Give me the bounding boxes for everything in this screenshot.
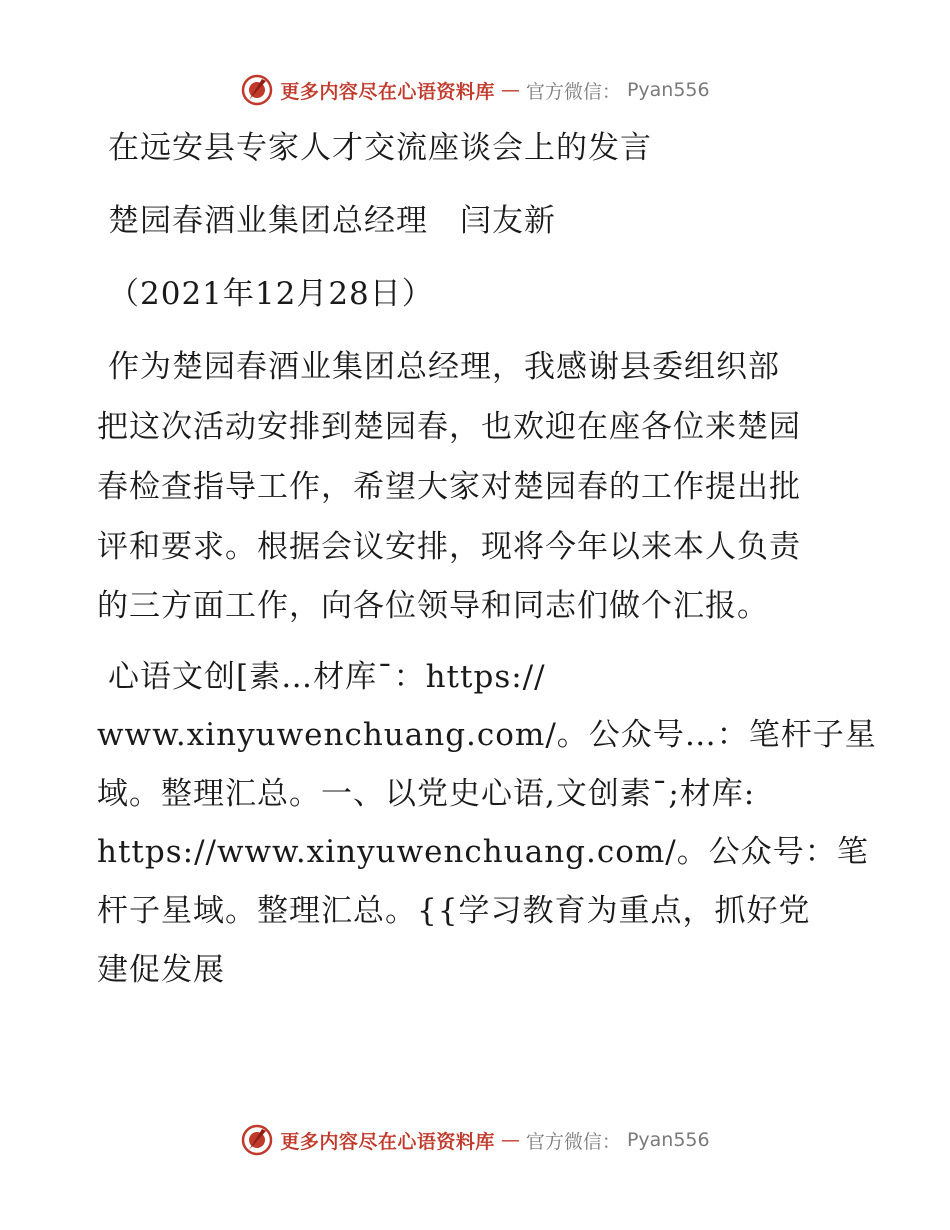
paragraph-line: 作为楚园春酒业集团总经理，我感谢县委组织部 [108,349,780,385]
header-watermark-banner [0,70,950,110]
footer-watermark-banner [0,1120,950,1160]
banner-wechat-id: Pyan556 [626,1129,710,1151]
banner-dash: — [500,79,520,101]
banner-dash: — [500,1129,520,1151]
paragraph-line: https://www.xinyuwenchuang.com/。公众号：笔 [97,834,869,870]
paragraph-line: 域。整理汇总。一、以党史心语,文创素¯;材库: [97,776,756,812]
paragraph-line: 把这次活动安排到楚园春，也欢迎在座各位来楚园 [97,409,801,445]
banner-wechat-label: 官方微信： [525,80,621,103]
banner-wechat-label: 官方微信： [525,1130,621,1153]
paragraph-line: www.xinyuwenchuang.com/。公众号…：笔杆子星 [97,717,877,753]
quill-logo-icon [240,73,274,107]
paragraph-line: 杆子星域。整理汇总。{{学习教育为重点，抓好党 [97,893,811,929]
paragraph-line: 心语文创[素…材库¯：https:// [108,659,546,695]
paragraph-line: 的三方面工作，向各位领导和同志们做个汇报。 [97,588,769,624]
speaker-line: 楚园春酒业集团总经理 闫友新 [108,203,556,239]
quill-logo-icon [240,1123,274,1157]
document-title: 在远安县专家人才交流座谈会上的发言 [108,130,652,166]
paragraph-line: 评和要求。根据会议安排，现将今年以来本人负责 [97,529,801,565]
banner-wechat-id: Pyan556 [626,79,710,101]
banner-main-text: 更多内容尽在心语资料库 [280,1130,495,1153]
date-line: （2021年12月28日） [108,276,434,312]
paragraph-line: 建促发展 [97,952,225,988]
paragraph-line: 春检查指导工作，希望大家对楚园春的工作提出批 [97,469,801,505]
banner-main-text: 更多内容尽在心语资料库 [280,80,495,103]
